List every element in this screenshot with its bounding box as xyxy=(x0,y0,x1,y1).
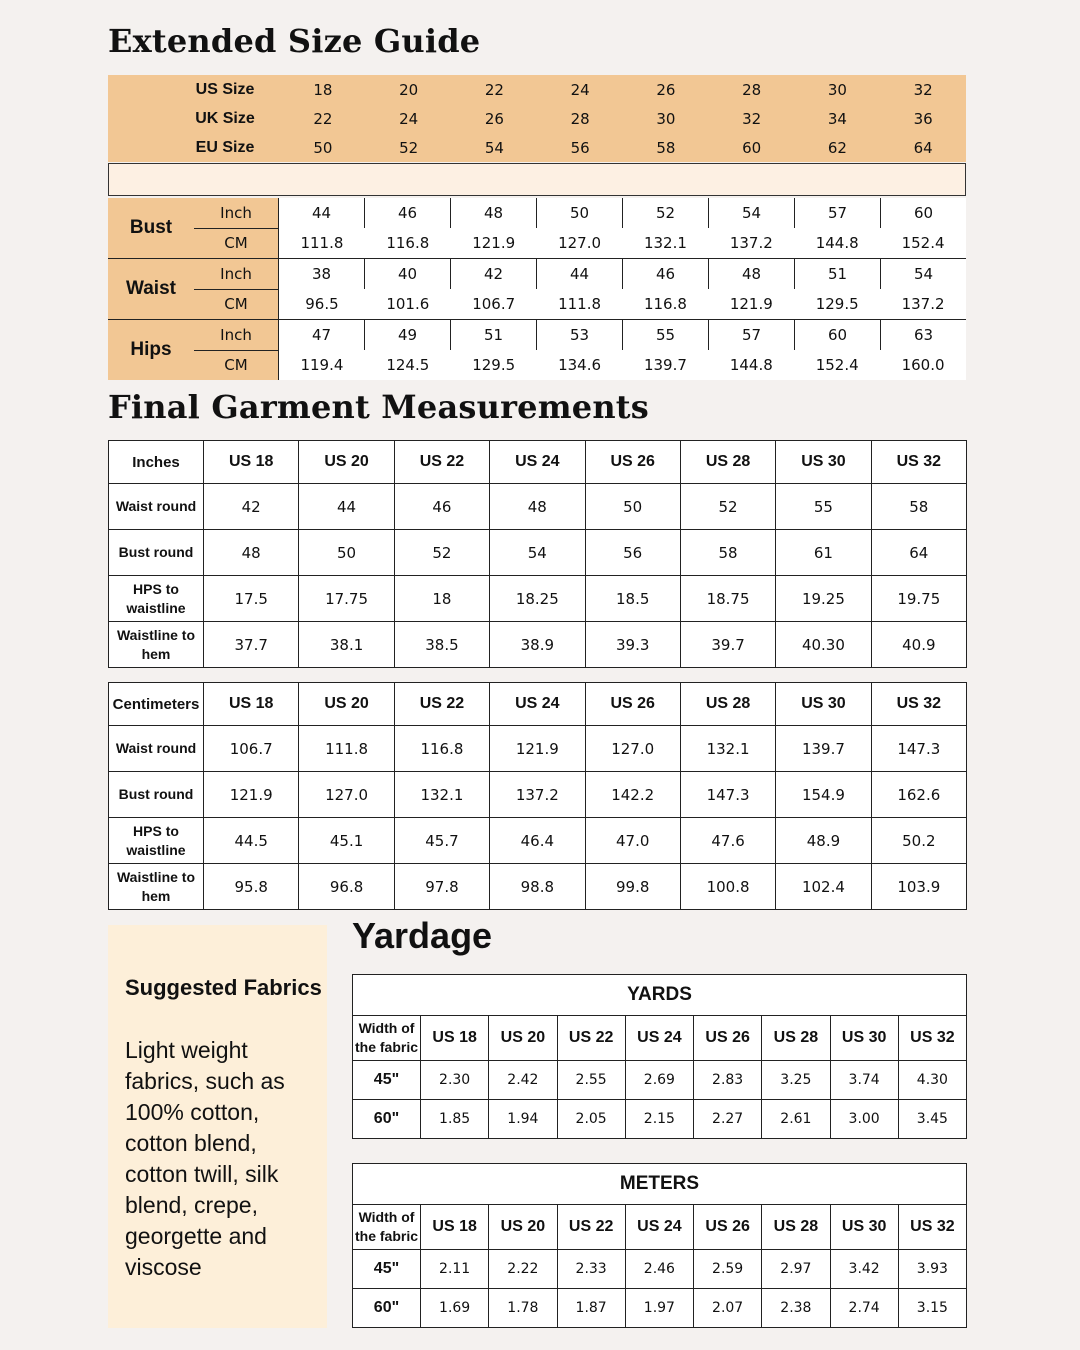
measurement-inch-value: 48 xyxy=(450,198,536,228)
table-header-row xyxy=(109,441,967,484)
size-column-header: US 28 xyxy=(680,441,775,484)
row-header-label: Width of the fabric xyxy=(353,1016,421,1061)
table-cell: 40.9 xyxy=(871,622,966,668)
table-cell: 2.07 xyxy=(694,1289,762,1328)
table-cell: 2.69 xyxy=(625,1061,693,1100)
table-cell: 37.7 xyxy=(204,622,299,668)
measurement-inch-row xyxy=(279,198,966,228)
table-row xyxy=(109,864,967,910)
table-header-row xyxy=(109,683,967,726)
table-cell: 18.25 xyxy=(490,576,585,622)
size-value: 26 xyxy=(484,109,504,128)
table-cell: 3.15 xyxy=(898,1289,966,1328)
table-cell: 18 xyxy=(394,576,489,622)
measurement-inch-value: 50 xyxy=(536,198,622,228)
size-column-header: US 32 xyxy=(871,683,966,726)
table-cell: 3.25 xyxy=(762,1061,830,1100)
size-column-header: US 32 xyxy=(898,1016,966,1061)
unit-labels xyxy=(194,198,278,258)
table-cell: 3.42 xyxy=(830,1250,898,1289)
table-row xyxy=(109,726,967,772)
table-cell: 50 xyxy=(585,484,680,530)
table-cell: 61 xyxy=(776,530,871,576)
measurement-cm-value: 111.8 xyxy=(558,295,602,313)
measurement-cm-value: 106.7 xyxy=(472,295,516,313)
table-cell: 96.8 xyxy=(299,864,394,910)
size-value: 22 xyxy=(484,80,504,99)
table-cell: 127.0 xyxy=(299,772,394,818)
size-column-header: US 26 xyxy=(585,441,680,484)
table-cell: 39.3 xyxy=(585,622,680,668)
measurement-row-hips xyxy=(108,319,966,380)
table-caption-row xyxy=(353,1164,967,1205)
yardage-title: Yardage xyxy=(352,915,493,956)
size-guide-table xyxy=(108,75,966,380)
size-value: 50 xyxy=(313,138,333,157)
fabric-width-label: 60" xyxy=(353,1289,421,1328)
size-conversion-header xyxy=(108,75,966,162)
size-column-header: US 24 xyxy=(625,1205,693,1250)
table-cell: 39.7 xyxy=(680,622,775,668)
table-cell: 1.87 xyxy=(557,1289,625,1328)
size-column-header: US 26 xyxy=(694,1205,762,1250)
measurement-row-waist xyxy=(108,258,966,319)
table-cell: 2.74 xyxy=(830,1289,898,1328)
size-value: 30 xyxy=(656,109,676,128)
fabrics-title: Suggested Fabrics xyxy=(125,975,322,1000)
size-value: 52 xyxy=(399,138,419,157)
table-cell: 3.00 xyxy=(830,1100,898,1139)
size-column-header: US 30 xyxy=(830,1205,898,1250)
measurement-cm-row xyxy=(279,289,966,319)
measurement-name: Hips xyxy=(108,320,194,380)
measurement-inch-value: 55 xyxy=(622,320,708,350)
table-cell: 2.61 xyxy=(762,1100,830,1139)
measurement-inch-value: 38 xyxy=(311,265,332,283)
table-cell: 18.75 xyxy=(680,576,775,622)
measurement-name: Bust xyxy=(108,198,194,258)
size-column-header: US 18 xyxy=(204,683,299,726)
measurement-inch-row xyxy=(279,320,966,350)
measurement-inch-value: 44 xyxy=(311,204,332,222)
table-cell: 46 xyxy=(394,484,489,530)
measurement-inch-value: 51 xyxy=(450,320,536,350)
size-system-values xyxy=(280,139,966,157)
table-cell: 1.85 xyxy=(421,1100,489,1139)
measurement-cm-value: 139.7 xyxy=(643,356,687,374)
size-system-label xyxy=(108,139,280,157)
table-cell: 132.1 xyxy=(680,726,775,772)
table-cell: 44 xyxy=(299,484,394,530)
size-value: 26 xyxy=(656,80,676,99)
measurement-inch-value: 48 xyxy=(708,259,794,289)
table-cell: 2.59 xyxy=(694,1250,762,1289)
table-cell: 18.5 xyxy=(585,576,680,622)
size-system-row xyxy=(108,133,966,162)
page-title: Extended Size Guide xyxy=(108,22,481,60)
measurement-inch-value: 57 xyxy=(794,198,880,228)
measurement-inch-value: 46 xyxy=(622,259,708,289)
table-caption: YARDS xyxy=(353,975,967,1016)
size-value: 54 xyxy=(484,138,504,157)
table-cell: 2.97 xyxy=(762,1250,830,1289)
table-header-row xyxy=(353,1016,967,1061)
table-caption: METERS xyxy=(353,1164,967,1205)
table-cell: 1.78 xyxy=(489,1289,557,1328)
suggested-fabrics-panel xyxy=(108,925,327,1328)
table-cell: 98.8 xyxy=(490,864,585,910)
table-cell: 47.0 xyxy=(585,818,680,864)
measurement-cm-value: 119.4 xyxy=(300,356,344,374)
size-system-label-text: EU Size xyxy=(195,138,255,156)
table-cell: 55 xyxy=(776,484,871,530)
measurement-values xyxy=(278,320,966,380)
measurement-inch-value: 40 xyxy=(364,259,450,289)
size-column-header: US 22 xyxy=(557,1016,625,1061)
table-cell: 48 xyxy=(490,484,585,530)
size-column-header: US 20 xyxy=(489,1205,557,1250)
size-column-header: US 24 xyxy=(490,441,585,484)
size-value: 62 xyxy=(827,138,847,157)
table-cell: 2.27 xyxy=(694,1100,762,1139)
size-column-header: US 28 xyxy=(762,1205,830,1250)
row-label: HPS to waistline xyxy=(109,818,204,864)
size-system-label-text: US Size xyxy=(195,80,255,98)
size-column-header: US 22 xyxy=(394,441,489,484)
table-cell: 2.33 xyxy=(557,1250,625,1289)
table-cell: 48 xyxy=(204,530,299,576)
table-cell: 102.4 xyxy=(776,864,871,910)
table-cell: 48.9 xyxy=(776,818,871,864)
measurement-row-bust xyxy=(108,198,966,258)
table-row xyxy=(353,1100,967,1139)
size-system-row xyxy=(108,75,966,104)
measurement-cm-value: 111.8 xyxy=(300,234,344,252)
table-cell: 52 xyxy=(680,484,775,530)
table-cell: 19.75 xyxy=(871,576,966,622)
table-cell: 47.6 xyxy=(680,818,775,864)
table-cell: 52 xyxy=(394,530,489,576)
measurement-cm-value: 144.8 xyxy=(729,356,773,374)
size-value: 56 xyxy=(570,138,590,157)
table-cell: 2.30 xyxy=(421,1061,489,1100)
size-column-header: US 18 xyxy=(421,1016,489,1061)
measurement-cm-value: 152.4 xyxy=(901,234,945,252)
table-row xyxy=(109,818,967,864)
measurement-inch-row xyxy=(279,259,966,289)
measurement-cm-value: 129.5 xyxy=(815,295,859,313)
fabrics-description: Light weight fabrics, such as 100% cotton, cotton blend, cotton twill, silk blend, crepe, georgette and viscose xyxy=(125,1037,285,1280)
table-cell: 50 xyxy=(299,530,394,576)
size-guide-divider xyxy=(108,163,966,196)
unit-cm-label: CM xyxy=(224,356,248,375)
table-cell: 3.74 xyxy=(830,1061,898,1100)
size-system-label-text: UK Size xyxy=(195,109,255,127)
table-header-row xyxy=(353,1205,967,1250)
size-value: 28 xyxy=(742,80,762,99)
measurement-inch-value: 63 xyxy=(880,320,966,350)
size-column-header: US 20 xyxy=(489,1016,557,1061)
measurement-cm-row xyxy=(279,350,966,380)
size-column-header: US 20 xyxy=(299,441,394,484)
size-value: 18 xyxy=(313,80,333,99)
table-cell: 56 xyxy=(585,530,680,576)
size-column-header: US 30 xyxy=(830,1016,898,1061)
table-cell: 2.05 xyxy=(557,1100,625,1139)
row-label: Waistline to hem xyxy=(109,864,204,910)
measurement-inch-value: 47 xyxy=(311,326,332,344)
measurement-inch-value: 44 xyxy=(536,259,622,289)
table-cell: 50.2 xyxy=(871,818,966,864)
measurement-inch-value: 46 xyxy=(364,198,450,228)
yardage-meters-table xyxy=(352,1163,967,1328)
table-caption-row xyxy=(353,975,967,1016)
table-cell: 54 xyxy=(490,530,585,576)
size-system-values xyxy=(280,110,966,128)
measurement-name: Waist xyxy=(108,259,194,319)
table-cell: 38.9 xyxy=(490,622,585,668)
size-column-header: US 22 xyxy=(394,683,489,726)
table-row xyxy=(109,484,967,530)
table-cell: 3.45 xyxy=(898,1100,966,1139)
table-row xyxy=(109,772,967,818)
table-cell: 2.15 xyxy=(625,1100,693,1139)
measurement-cm-value: 116.8 xyxy=(643,295,687,313)
size-value: 64 xyxy=(913,138,933,157)
table-row xyxy=(353,1289,967,1328)
size-value: 32 xyxy=(742,109,762,128)
size-column-header: US 32 xyxy=(898,1205,966,1250)
table-cell: 46.4 xyxy=(490,818,585,864)
table-cell: 2.11 xyxy=(421,1250,489,1289)
fabric-width-label: 45" xyxy=(353,1250,421,1289)
unit-labels xyxy=(194,320,278,380)
table-cell: 97.8 xyxy=(394,864,489,910)
table-cell: 1.69 xyxy=(421,1289,489,1328)
unit-inch-label: Inch xyxy=(194,198,278,229)
measurement-cm-value: 144.8 xyxy=(815,234,859,252)
table-cell: 1.94 xyxy=(489,1100,557,1139)
size-value: 34 xyxy=(827,109,847,128)
table-cell: 121.9 xyxy=(490,726,585,772)
table-cell: 2.83 xyxy=(694,1061,762,1100)
size-column-header: US 22 xyxy=(557,1205,625,1250)
table-cell: 1.97 xyxy=(625,1289,693,1328)
measurement-inch-value: 57 xyxy=(708,320,794,350)
size-value: 36 xyxy=(913,109,933,128)
row-label: Waistline to hem xyxy=(109,622,204,668)
measurement-inch-value: 53 xyxy=(536,320,622,350)
size-column-header: US 24 xyxy=(490,683,585,726)
measurement-cm-value: 129.5 xyxy=(472,356,516,374)
size-value: 24 xyxy=(570,80,590,99)
size-system-values xyxy=(280,81,966,99)
fabric-width-label: 45" xyxy=(353,1061,421,1100)
table-cell: 2.22 xyxy=(489,1250,557,1289)
unit-labels xyxy=(194,259,278,319)
measurement-cm-value: 121.9 xyxy=(729,295,773,313)
size-column-header: US 26 xyxy=(585,683,680,726)
size-guide-measurements xyxy=(108,198,966,380)
table-cell: 116.8 xyxy=(394,726,489,772)
table-cell: 162.6 xyxy=(871,772,966,818)
size-value: 58 xyxy=(656,138,676,157)
table-row xyxy=(353,1250,967,1289)
table-cell: 2.38 xyxy=(762,1289,830,1328)
table-cell: 154.9 xyxy=(776,772,871,818)
table-cell: 106.7 xyxy=(204,726,299,772)
size-system-row xyxy=(108,104,966,133)
table-row xyxy=(109,576,967,622)
yardage-yards-table xyxy=(352,974,967,1139)
measurement-cm-value: 132.1 xyxy=(643,234,687,252)
table-cell: 139.7 xyxy=(776,726,871,772)
table-cell: 147.3 xyxy=(680,772,775,818)
size-column-header: US 20 xyxy=(299,683,394,726)
table-cell: 17.75 xyxy=(299,576,394,622)
size-value: 30 xyxy=(827,80,847,99)
size-column-header: US 28 xyxy=(680,683,775,726)
fabric-width-label: 60" xyxy=(353,1100,421,1139)
size-column-header: US 18 xyxy=(204,441,299,484)
table-cell: 100.8 xyxy=(680,864,775,910)
size-value: 24 xyxy=(399,109,419,128)
garment-section-title: Final Garment Measurements xyxy=(108,388,649,426)
row-label: Waist round xyxy=(109,726,204,772)
table-cell: 2.55 xyxy=(557,1061,625,1100)
garment-centimeters-table xyxy=(108,682,967,910)
measurement-cm-value: 137.2 xyxy=(901,295,945,313)
table-row xyxy=(353,1061,967,1100)
table-row xyxy=(109,622,967,668)
measurement-inch-value: 51 xyxy=(794,259,880,289)
unit-label: Centimeters xyxy=(109,683,204,726)
unit-cm-label: CM xyxy=(224,234,248,253)
measurement-values xyxy=(278,198,966,258)
table-cell: 103.9 xyxy=(871,864,966,910)
row-label: Bust round xyxy=(109,530,204,576)
table-cell: 2.42 xyxy=(489,1061,557,1100)
table-cell: 19.25 xyxy=(776,576,871,622)
measurement-cm-value: 96.5 xyxy=(305,295,339,313)
size-value: 32 xyxy=(913,80,933,99)
table-cell: 58 xyxy=(680,530,775,576)
measurement-values xyxy=(278,259,966,319)
measurement-inch-value: 54 xyxy=(880,259,966,289)
table-cell: 121.9 xyxy=(204,772,299,818)
table-cell: 127.0 xyxy=(585,726,680,772)
row-label: Bust round xyxy=(109,772,204,818)
size-column-header: US 18 xyxy=(421,1205,489,1250)
measurement-cm-value: 134.6 xyxy=(558,356,602,374)
measurement-cm-value: 152.4 xyxy=(815,356,859,374)
size-system-label xyxy=(108,81,280,99)
table-cell: 42 xyxy=(204,484,299,530)
table-cell: 137.2 xyxy=(490,772,585,818)
size-column-header: US 30 xyxy=(776,683,871,726)
table-cell: 38.5 xyxy=(394,622,489,668)
measurement-inch-value: 60 xyxy=(880,198,966,228)
measurement-cm-value: 121.9 xyxy=(472,234,516,252)
size-value: 22 xyxy=(313,109,333,128)
table-cell: 38.1 xyxy=(299,622,394,668)
row-label: HPS to waistline xyxy=(109,576,204,622)
unit-label: Inches xyxy=(109,441,204,484)
row-header-label: Width of the fabric xyxy=(353,1205,421,1250)
size-value: 28 xyxy=(570,109,590,128)
measurement-inch-value: 52 xyxy=(622,198,708,228)
size-value: 60 xyxy=(742,138,762,157)
table-cell: 58 xyxy=(871,484,966,530)
table-cell: 17.5 xyxy=(204,576,299,622)
size-system-label xyxy=(108,110,280,128)
measurement-inch-value: 42 xyxy=(450,259,536,289)
table-cell: 3.93 xyxy=(898,1250,966,1289)
measurement-cm-value: 101.6 xyxy=(386,295,430,313)
measurement-cm-value: 137.2 xyxy=(729,234,773,252)
table-cell: 95.8 xyxy=(204,864,299,910)
measurement-cm-value: 127.0 xyxy=(558,234,602,252)
measurement-inch-value: 49 xyxy=(364,320,450,350)
size-column-header: US 26 xyxy=(694,1016,762,1061)
measurement-inch-value: 54 xyxy=(708,198,794,228)
garment-inches-table xyxy=(108,440,967,668)
table-cell: 142.2 xyxy=(585,772,680,818)
size-column-header: US 24 xyxy=(625,1016,693,1061)
table-cell: 40.30 xyxy=(776,622,871,668)
table-cell: 64 xyxy=(871,530,966,576)
table-cell: 111.8 xyxy=(299,726,394,772)
size-column-header: US 28 xyxy=(762,1016,830,1061)
table-cell: 2.46 xyxy=(625,1250,693,1289)
table-cell: 99.8 xyxy=(585,864,680,910)
unit-inch-label: Inch xyxy=(194,320,278,351)
table-cell: 44.5 xyxy=(204,818,299,864)
table-cell: 45.7 xyxy=(394,818,489,864)
measurement-cm-value: 124.5 xyxy=(386,356,430,374)
size-value: 20 xyxy=(399,80,419,99)
row-label: Waist round xyxy=(109,484,204,530)
table-cell: 4.30 xyxy=(898,1061,966,1100)
unit-cm-label: CM xyxy=(224,295,248,314)
table-cell: 147.3 xyxy=(871,726,966,772)
measurement-cm-row xyxy=(279,228,966,258)
table-cell: 132.1 xyxy=(394,772,489,818)
measurement-cm-value: 160.0 xyxy=(901,356,945,374)
table-cell: 45.1 xyxy=(299,818,394,864)
size-column-header: US 30 xyxy=(776,441,871,484)
measurement-inch-value: 60 xyxy=(794,320,880,350)
table-row xyxy=(109,530,967,576)
measurement-cm-value: 116.8 xyxy=(386,234,430,252)
size-column-header: US 32 xyxy=(871,441,966,484)
unit-inch-label: Inch xyxy=(194,259,278,290)
